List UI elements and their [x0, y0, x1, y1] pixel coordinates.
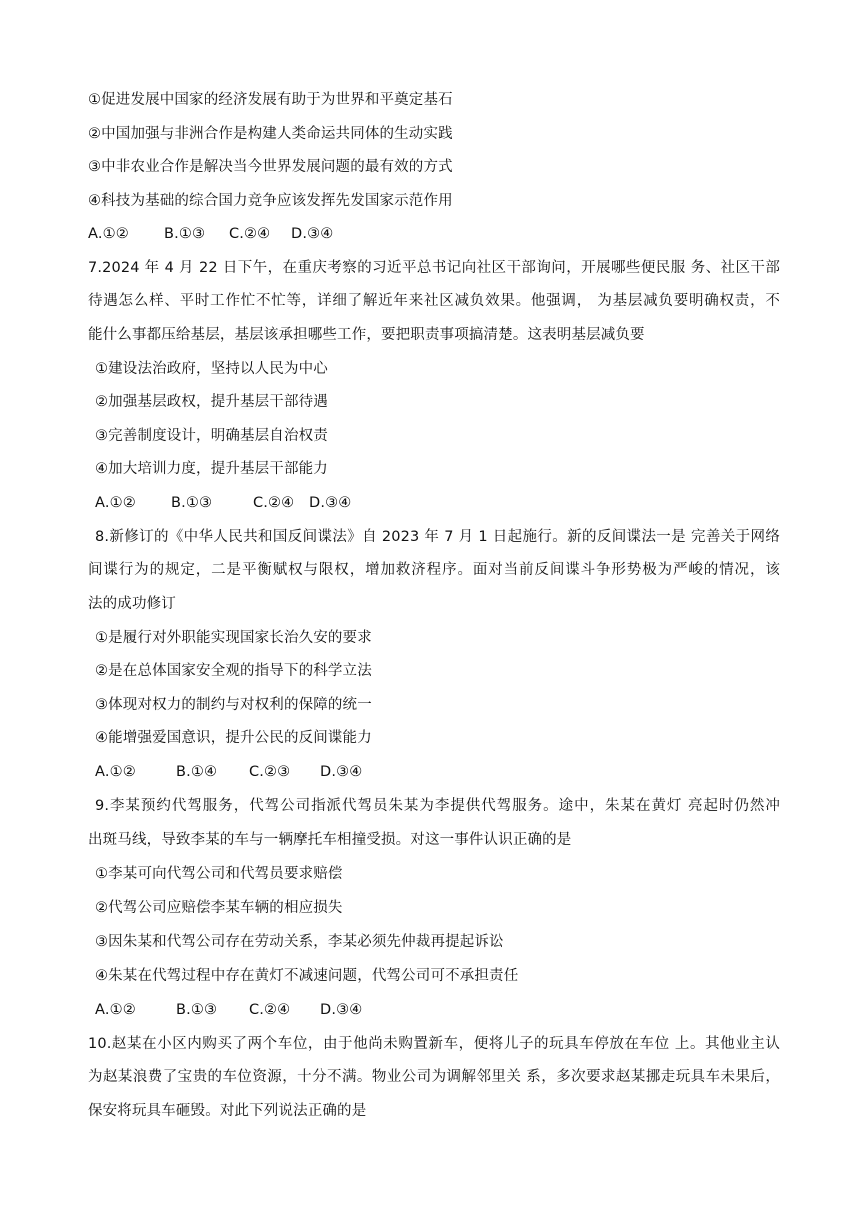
q7-stem-line-2: 待遇怎么样、平时工作忙不忙等，详细了解近年来社区减负效果。他强调， 为基层减负要明确权责，不: [88, 293, 780, 309]
q8-choice-c: C.②③: [249, 764, 291, 780]
q8-choice-a: A.①②: [95, 764, 136, 780]
q7-option-2: ②加强基层政权，提升基层干部待遇: [95, 394, 328, 410]
q6-choice-d: D.③④: [291, 226, 334, 242]
q7-choice-a: A.①②: [95, 495, 136, 511]
q7-option-1: ①建设法治政府，坚持以人民为中心: [95, 361, 328, 377]
q9-choice-c: C.②④: [249, 1002, 291, 1018]
q9-stem-line-2: 出斑马线，导致李某的车与一辆摩托车相撞受损。对这一事件认识正确的是: [88, 832, 572, 848]
q8-option-2: ②是在总体国家安全观的指导下的科学立法: [95, 663, 372, 679]
q8-stem-line-2: 间谍行为的规定，二是平衡赋权与限权，增加救济程序。面对当前反间谍斗争形势极为严峻的情况，该: [88, 562, 780, 578]
q8-choices: [95, 762, 362, 782]
q8-choice-b: B.①④: [176, 764, 218, 780]
q8-stem-line-1: 8.新修订的《中华人民共和国反间谍法》自 2023 年 7 月 1 日起施行。新的反间谍法一是 完善关于网络: [95, 529, 780, 545]
q6-option-3: ③中非农业合作是解决当今世界发展问题的最有效的方式: [88, 159, 453, 175]
q9-option-1: ①李某可向代驾公司和代驾员要求赔偿: [95, 866, 343, 882]
q9-choice-b: B.①③: [176, 1002, 218, 1018]
q8-option-3: ③体现对权力的制约与对权利的保障的统一: [95, 697, 372, 713]
q8-choice-d: D.③④: [320, 764, 363, 780]
q9-option-3: ③因朱某和代驾公司存在劳动关系，李某必须先仲裁再提起诉讼: [95, 934, 504, 950]
q6-option-2: ②中国加强与非洲合作是构建人类命运共同体的生动实践: [88, 126, 453, 142]
q6-option-4: ④科技为基础的综合国力竞争应该发挥先发国家示范作用: [88, 193, 453, 209]
q7-choice-c: C.②④: [253, 495, 295, 511]
q6-choice-b: B.①③: [164, 226, 206, 242]
q7-option-3: ③完善制度设计，明确基层自治权责: [95, 428, 328, 444]
q6-choice-c: C.②④: [229, 226, 271, 242]
q9-choice-a: A.①②: [95, 1002, 136, 1018]
q9-option-4: ④朱某在代驾过程中存在黄灯不减速问题，代驾公司可不承担责任: [95, 968, 519, 984]
q9-option-2: ②代驾公司应赔偿李某车辆的相应损失: [95, 900, 343, 916]
q6-choices: [88, 224, 333, 244]
q7-choice-b: B.①③: [171, 495, 213, 511]
q10-stem-line-1: 10.赵某在小区内购买了两个车位，由于他尚未购置新车，便将儿子的玩具车停放在车位 上。其他业主认: [88, 1036, 780, 1052]
q9-stem-line-1: 9.李某预约代驾服务，代驾公司指派代驾员朱某为李提供代驾服务。途中，朱某在黄灯 亮起时仍然冲: [95, 798, 780, 814]
q9-choice-d: D.③④: [320, 1002, 363, 1018]
q7-choice-d: D.③④: [309, 495, 352, 511]
q7-choices: [95, 493, 351, 513]
q10-stem-line-3: 保安将玩具车砸毁。对此下列说法正确的是: [88, 1103, 367, 1119]
q7-stem-line-3: 能什么事都压给基层，基层该承担哪些工作，要把职责事项搞清楚。这表明基层减负要: [88, 327, 645, 343]
q8-option-4: ④能增强爱国意识，提升公民的反间谍能力: [95, 730, 372, 746]
q8-option-1: ①是履行对外职能实现国家长治久安的要求: [95, 630, 372, 646]
q9-choices: [95, 1000, 362, 1020]
q10-stem-line-2: 为赵某浪费了宝贵的车位资源，十分不满。物业公司为调解邻里关 系，多次要求赵某挪走玩具车未果后，: [88, 1069, 780, 1085]
q8-stem-line-3: 法的成功修订: [88, 596, 176, 612]
q6-option-1: ①促进发展中国家的经济发展有助于为世界和平奠定基石: [88, 92, 453, 108]
q7-option-4: ④加大培训力度，提升基层干部能力: [95, 461, 328, 477]
q6-choice-a: A.①②: [88, 226, 129, 242]
q7-stem-line-1: 7.2024 年 4 月 22 日下午，在重庆考察的习近平总书记向社区干部询问，开展哪些便民服 务、社区干部: [88, 260, 780, 276]
